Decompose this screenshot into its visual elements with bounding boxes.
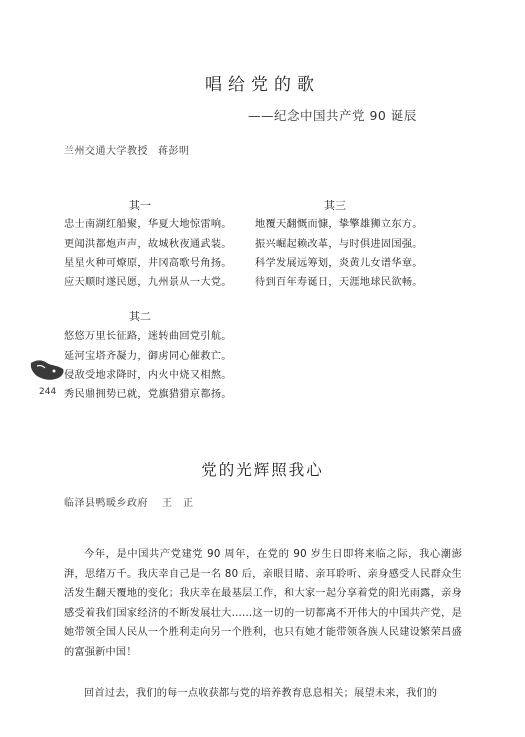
poem-line: 延河宝塔齐凝力，御虏同心催救亡。 [64, 351, 232, 362]
poem-line: 忠士南湖红船聚，华夏大地惊雷响。 [64, 219, 232, 230]
poem-line: 应天顺时遂民愿，九州景从一大党。 [64, 277, 232, 288]
page-number: 244 [39, 387, 57, 397]
poem-line: 秀民鼎拥势已就，党旗猎猎京都扬。 [64, 389, 232, 400]
article-byline [64, 494, 194, 509]
article-author-affiliation: 临泽县鸭暖乡政府 [64, 498, 148, 509]
poem-line: 悠悠万里长征路，迷转曲回党引航。 [64, 331, 232, 342]
article-paragraph: 今年，是中国共产党建党 90 周年，在党的 90 岁生日即将来临之际，我心潮澎湃，思绪万千。我庆幸自己是一名 80 后，亲眼目睹、亲耳聆听、亲身感受人民群众生活发生翻天覆地的变化；我庆幸在最基层工作，和大家一起分享着党的阳光雨露，亲身感受着我们国家经济的不断发展壮大……这一切的一切都离不开伟大的中国共产党，是她带领全国人民从一个胜利走向另一个胜利，也只有她才能带领各族人民建设繁荣昌盛的富强新中国！ [64, 549, 462, 658]
poem-section-2-heading: 其二 [129, 310, 151, 323]
poem-line: 更闻洪都炮声声，故城秋夜通武装。 [64, 239, 232, 250]
poem-byline [64, 142, 190, 157]
page-corner-emblem-icon [30, 357, 66, 383]
poem-line: 科学发展远筹划，炎黄儿女谱华章。 [255, 258, 423, 269]
poem-line: 振兴崛起赖改革，与时俱进固国强。 [255, 239, 423, 250]
article-paragraph: 回首过去，我们的每一点收获都与党的培养教育息息相关；展望未来，我们的 [84, 688, 438, 699]
article-author-name: 王 正 [162, 498, 194, 509]
poem-line: 地覆天翻慨而慷，挚擎雄狮立东方。 [255, 219, 423, 230]
poem-line: 待到百年寿诞日，天涯地球民欲畅。 [255, 277, 423, 288]
poem-line: 星星火种可燎原，井冈高歌号角扬。 [64, 258, 232, 269]
article-title: 党的光辉照我心 [201, 461, 324, 479]
poem-line: 侵敌受地求降时，内火中烧又相熬。 [64, 370, 232, 381]
poem-section-1-heading: 其一 [129, 199, 151, 212]
poem-section-3-heading: 其三 [324, 199, 346, 212]
poem-author-affiliation: 兰州交通大学教授 [64, 146, 148, 157]
poem-author-name: 蒋彭明 [158, 146, 190, 157]
poem-subtitle: ——纪念中国共产党 90 诞辰 [248, 108, 417, 123]
poem-title: 唱给党的歌 [205, 75, 320, 95]
